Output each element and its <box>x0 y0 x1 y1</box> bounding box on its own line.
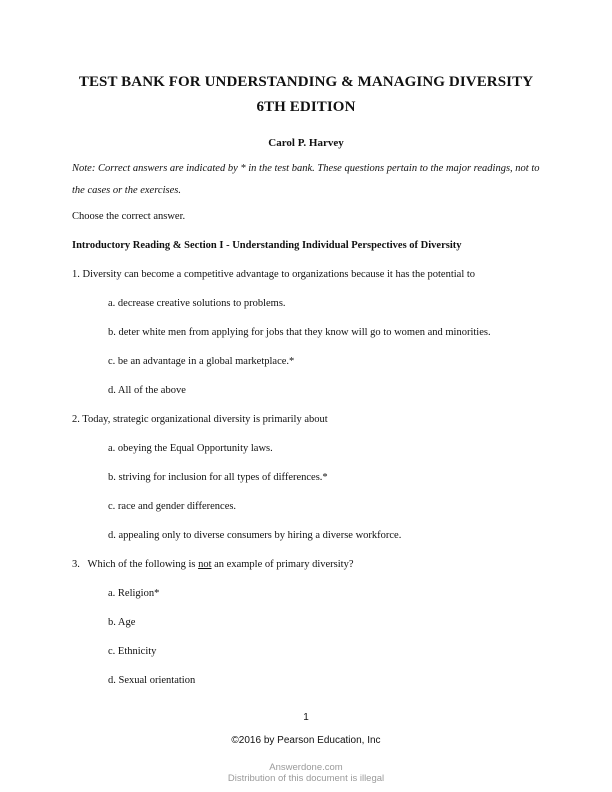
question-2-option-d: d. appealing only to diverse consumers by hiring a diverse workforce. <box>108 530 402 541</box>
page-number: 1 <box>303 712 309 723</box>
question-3-option-a: a. Religion* <box>108 588 160 599</box>
section-heading: Introductory Reading & Section I - Understanding Individual Perspectives of Diversity <box>72 240 462 251</box>
question-2-option-b: b. striving for inclusion for all types of differences.* <box>108 472 328 483</box>
question-3-stem-prefix: 3. Which of the following is <box>72 559 199 570</box>
question-1-option-b: b. deter white men from applying for jobs that they know will go to women and minorities. <box>108 327 491 338</box>
question-1-stem: 1. Diversity can become a competitive advantage to organizations because it has the potential to <box>72 269 476 280</box>
note: Note: Correct answers are indicated by * in the test bank. These questions pertain to the major readings, not to the cases or the exercises. <box>72 163 540 196</box>
title-line-2: 6TH EDITION <box>256 99 356 115</box>
question-1-option-d: d. All of the above <box>108 385 186 396</box>
question-3-stem-emphasis: not <box>198 559 212 570</box>
question-2-option-a: a. obeying the Equal Opportunity laws. <box>108 443 273 454</box>
title-line-1: TEST BANK FOR UNDERSTANDING & MANAGING DIVERSITY <box>78 74 534 90</box>
question-1-option-a: a. decrease creative solutions to problems. <box>108 298 286 309</box>
question-3-stem-suffix: an example of primary diversity? <box>211 559 354 570</box>
watermark-line-2: Distribution of this document is illegal <box>227 773 385 784</box>
watermark-line-1: Answerdone.com <box>269 762 343 773</box>
author: Carol P. Harvey <box>268 137 344 149</box>
question-3-option-c: c. Ethnicity <box>108 646 157 657</box>
question-2-option-c: c. race and gender differences. <box>108 501 237 512</box>
question-2-stem: 2. Today, strategic organizational diversity is primarily about <box>72 414 328 425</box>
copyright: ©2016 by Pearson Education, Inc <box>231 735 381 746</box>
question-1-option-c: c. be an advantage in a global marketplace.* <box>108 356 295 367</box>
question-3-stem <box>72 559 354 570</box>
question-3-option-d: d. Sexual orientation <box>108 675 196 686</box>
question-3-option-b: b. Age <box>108 617 136 628</box>
instruction: Choose the correct answer. <box>72 211 186 222</box>
